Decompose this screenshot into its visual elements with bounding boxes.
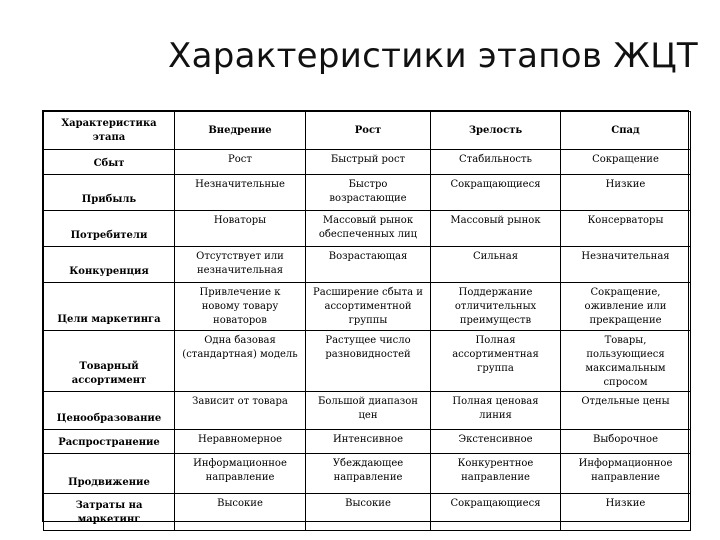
column-header-decline: Спад [561, 112, 691, 150]
table-cell: Низкие [561, 494, 691, 531]
table-cell: Полная ценовая линия [431, 392, 561, 430]
row-header: Цели маркетинга [44, 283, 175, 331]
table-cell: Конкурентное направление [431, 454, 561, 494]
table-cell: Сокращение, оживление или прекращение [561, 283, 691, 331]
table-cell: Расширение сбыта и ассортиментной группы [306, 283, 431, 331]
table-cell: Сильная [431, 247, 561, 283]
table-cell: Отсутствует или незначительная [175, 247, 306, 283]
table-cell: Незначительные [175, 175, 306, 211]
table-cell: Низкие [561, 175, 691, 211]
table-cell: Быстро возрастающие [306, 175, 431, 211]
row-header: Затраты на маркетинг [44, 494, 175, 531]
table-cell: Полная ассортиментная группа [431, 331, 561, 392]
row-header: Потребители [44, 211, 175, 247]
table-cell: Сокращающиеся [431, 175, 561, 211]
table-cell: Незначительная [561, 247, 691, 283]
table-cell: Зависит от товара [175, 392, 306, 430]
table-row [44, 211, 691, 247]
table-row [44, 454, 691, 494]
row-header: Конкуренция [44, 247, 175, 283]
table-cell: Рост [175, 150, 306, 175]
table-cell: Высокие [306, 494, 431, 531]
row-header: Распространение [44, 430, 175, 454]
table-row [44, 430, 691, 454]
table-cell: Консерваторы [561, 211, 691, 247]
table-cell: Высокие [175, 494, 306, 531]
table-cell: Поддержание отличительных преимуществ [431, 283, 561, 331]
table-cell: Быстрый рост [306, 150, 431, 175]
row-header: Ценообразование [44, 392, 175, 430]
table-cell: Сокращающиеся [431, 494, 561, 531]
table-cell: Неравномерное [175, 430, 306, 454]
column-header-introduction: Внедрение [175, 112, 306, 150]
table-cell: Информационное направление [175, 454, 306, 494]
table-row [44, 331, 691, 392]
table-cell: Массовый рынок [431, 211, 561, 247]
corner-header: Характеристика этапа [44, 112, 175, 150]
row-header: Продвижение [44, 454, 175, 494]
table-cell: Растущее число разновидностей [306, 331, 431, 392]
row-header: Прибыль [44, 175, 175, 211]
table-row [44, 175, 691, 211]
table-cell: Убеждающее направление [306, 454, 431, 494]
page-title: Характеристики этапов ЖЦТ [168, 36, 698, 76]
table-cell: Выборочное [561, 430, 691, 454]
table-cell: Отдельные цены [561, 392, 691, 430]
table-cell: Товары, пользующиеся максимальным спросом [561, 331, 691, 392]
row-header: Товарный ассортимент [44, 331, 175, 392]
table-header-row [44, 112, 691, 150]
table-row [44, 247, 691, 283]
table-row [44, 283, 691, 331]
table-cell: Экстенсивное [431, 430, 561, 454]
table-cell: Сокращение [561, 150, 691, 175]
table-row [44, 150, 691, 175]
table-row [44, 392, 691, 430]
table-row [44, 494, 691, 531]
table-cell: Большой диапазон цен [306, 392, 431, 430]
table-cell: Информационное направление [561, 454, 691, 494]
table-cell: Новаторы [175, 211, 306, 247]
column-header-growth: Рост [306, 112, 431, 150]
row-header: Сбыт [44, 150, 175, 175]
table-cell: Стабильность [431, 150, 561, 175]
column-header-maturity: Зрелость [431, 112, 561, 150]
table-cell: Возрастающая [306, 247, 431, 283]
table-cell: Одна базовая (стандартная) модель [175, 331, 306, 392]
table-cell: Массовый рынок обеспеченных лиц [306, 211, 431, 247]
table-cell: Интенсивное [306, 430, 431, 454]
lifecycle-table [42, 110, 689, 525]
table-cell: Привлечение к новому товару новаторов [175, 283, 306, 331]
